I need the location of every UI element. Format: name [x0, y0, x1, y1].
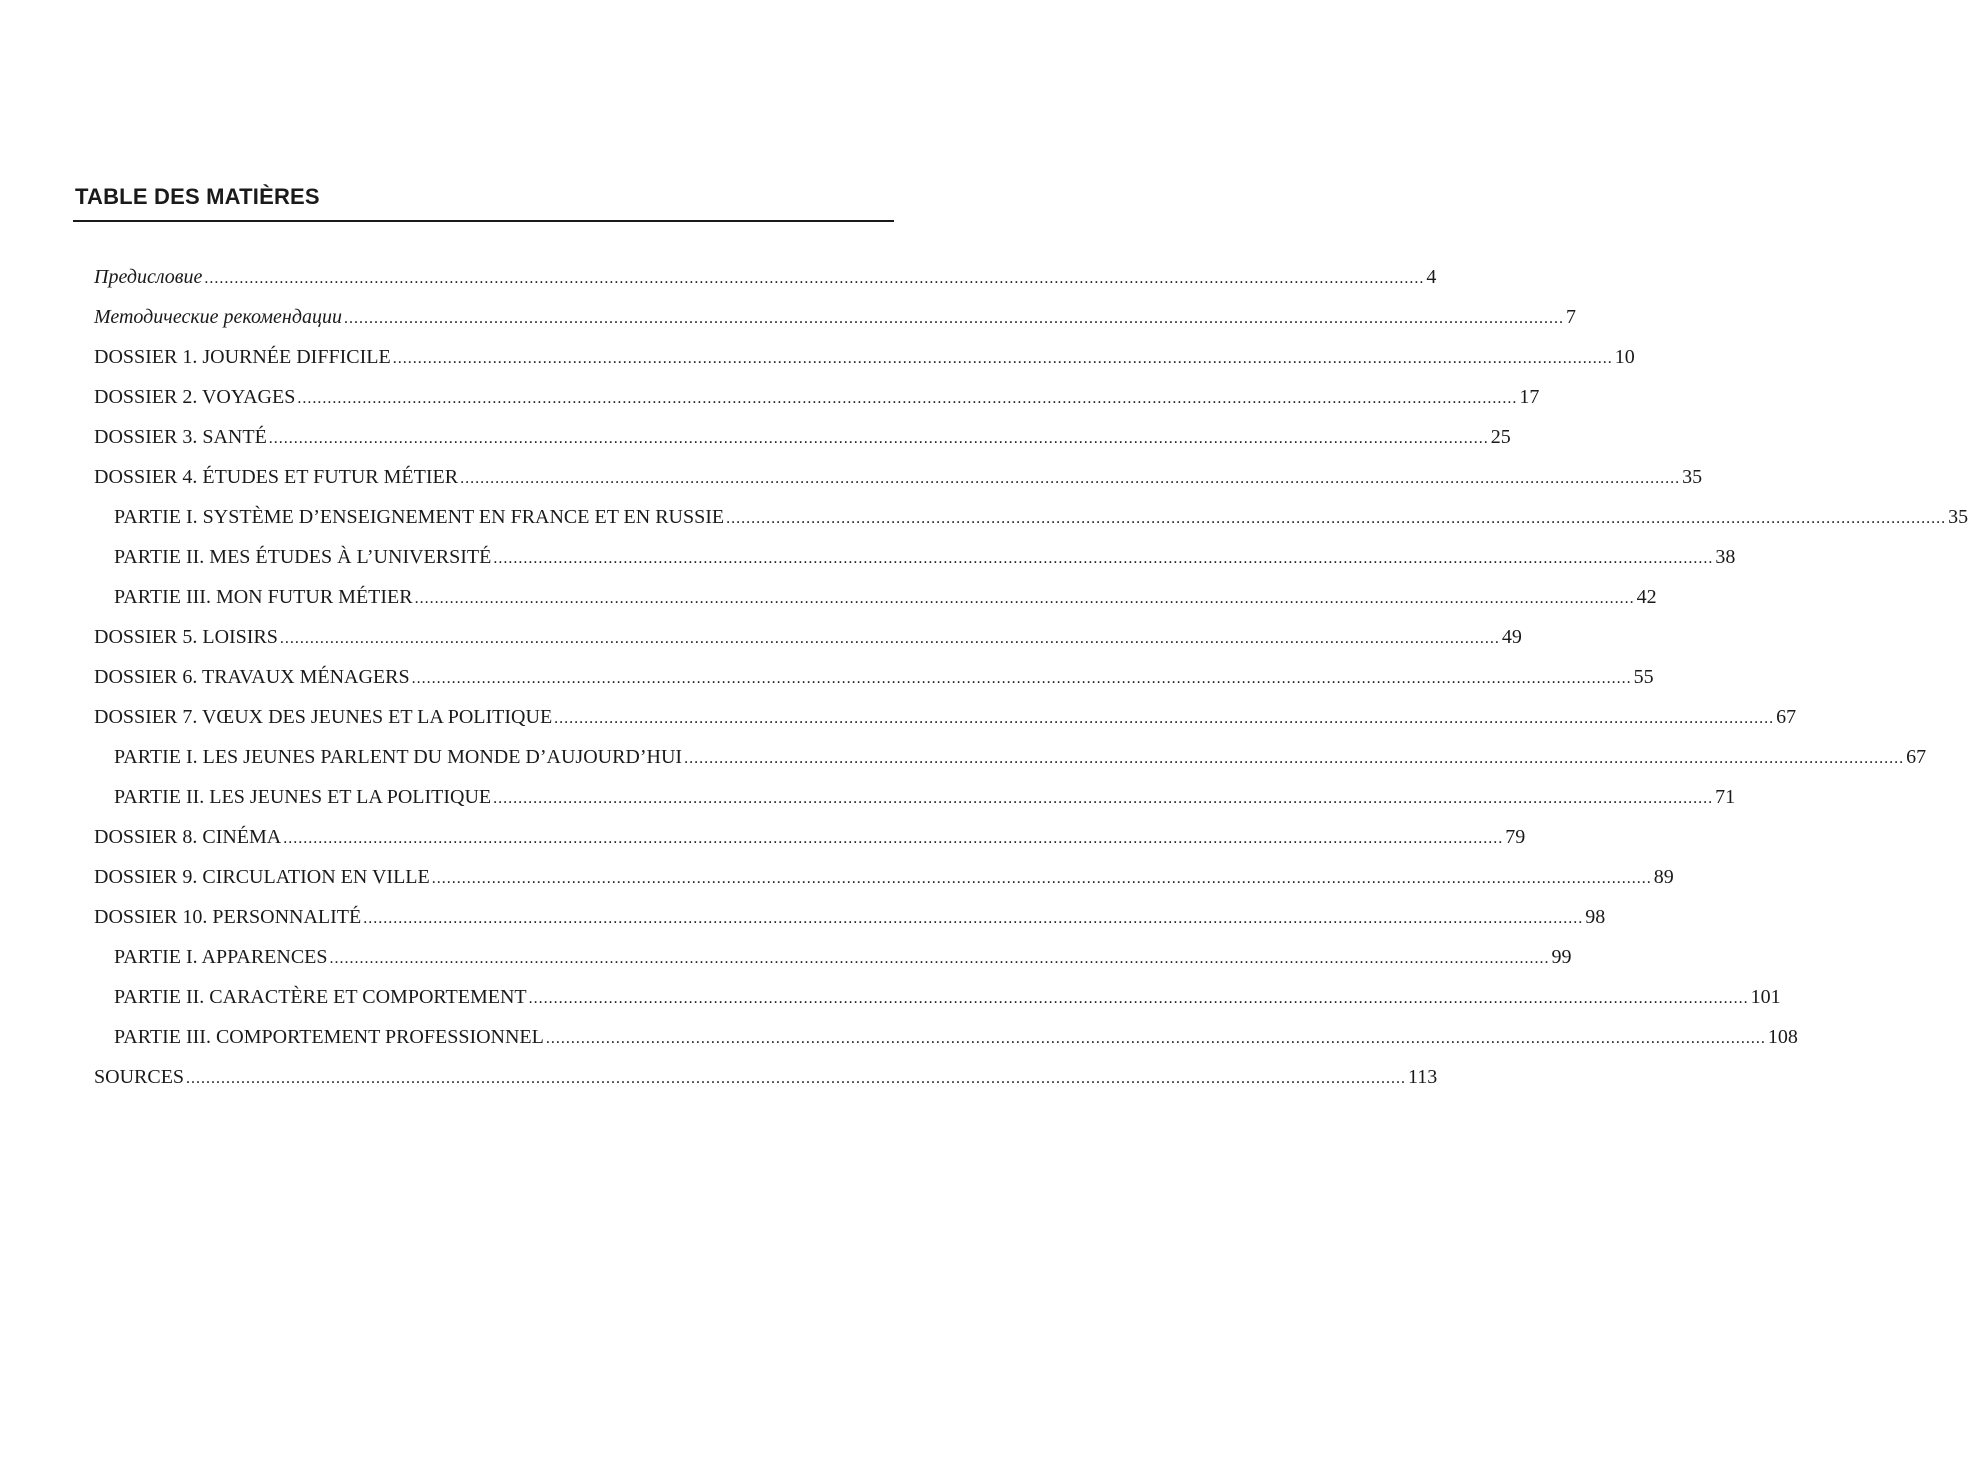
toc-entry-title: PARTIE I. SYSTÈME D’ENSEIGNEMENT EN FRANCE ET EN RUSSIE [114, 506, 725, 528]
toc-entry-page: 42 [1636, 586, 1657, 608]
toc-entry-page: 98 [1585, 906, 1606, 928]
toc-entry-title: PARTIE III. MON FUTUR MÉTIER [114, 586, 413, 608]
toc-entry-title: DOSSIER 9. CIRCULATION EN VILLE [94, 866, 430, 888]
toc-entry-page: 7 [1565, 306, 1576, 328]
toc-entry-page: 55 [1633, 666, 1654, 688]
page-title: TABLE DES MATIÈRES [75, 184, 320, 209]
toc-entry-page: 38 [1715, 546, 1736, 568]
toc-entry-title: PARTIE II. MES ÉTUDES À L’UNIVERSITÉ [114, 546, 492, 568]
toc-entry[interactable] [94, 266, 1437, 306]
toc-entry[interactable] [94, 506, 1968, 546]
toc-entry[interactable] [94, 346, 1635, 386]
toc-entry-page: 79 [1505, 826, 1526, 848]
toc-entry-page: 67 [1906, 746, 1927, 768]
toc-dot-leader: .................................................................................................................................................................................................................................................... [528, 990, 1749, 1007]
toc-entry[interactable] [94, 466, 1703, 506]
toc-entry-page: 71 [1715, 786, 1736, 808]
toc-entry-page: 101 [1750, 986, 1781, 1008]
toc-dot-leader: .................................................................................................................................................................................................................................................... [343, 310, 1564, 327]
toc-dot-leader: .................................................................................................................................................................................................................................................... [329, 950, 1550, 967]
toc-entry-title: PARTIE I. APPARENCES [114, 946, 328, 968]
toc-entry[interactable] [94, 746, 1927, 786]
toc-entry[interactable] [94, 546, 1736, 586]
toc-entry-title: DOSSIER 3. SANTÉ [94, 426, 267, 448]
toc-entry[interactable] [94, 426, 1511, 466]
toc-dot-leader: .................................................................................................................................................................................................................................................... [414, 590, 1635, 607]
toc-entry-page: 99 [1551, 946, 1572, 968]
toc-dot-leader: .................................................................................................................................................................................................................................................... [726, 510, 1947, 527]
toc-dot-leader: .................................................................................................................................................................................................................................................... [204, 270, 1425, 287]
toc-dot-leader: .................................................................................................................................................................................................................................................... [493, 550, 1714, 567]
table-of-contents [94, 266, 1968, 1106]
toc-entry[interactable] [94, 866, 1674, 906]
toc-dot-leader: .................................................................................................................................................................................................................................................... [283, 830, 1504, 847]
toc-entry-title: DOSSIER 2. VOYAGES [94, 386, 296, 408]
toc-entry[interactable] [94, 986, 1781, 1026]
toc-entry-title: PARTIE II. LES JEUNES ET LA POLITIQUE [114, 786, 492, 808]
toc-dot-leader: .................................................................................................................................................................................................................................................... [392, 350, 1613, 367]
toc-dot-leader: .................................................................................................................................................................................................................................................... [268, 430, 1489, 447]
toc-dot-leader: .................................................................................................................................................................................................................................................... [363, 910, 1584, 927]
toc-dot-leader: .................................................................................................................................................................................................................................................... [545, 1030, 1766, 1047]
toc-entry-page: 35 [1682, 466, 1703, 488]
toc-entry-title: SOURCES [94, 1066, 185, 1088]
toc-entry-page: 35 [1948, 506, 1968, 528]
toc-entry-page: 49 [1501, 626, 1522, 648]
toc-entry-page: 113 [1408, 1066, 1438, 1088]
toc-entry[interactable] [94, 706, 1797, 746]
toc-dot-leader: .................................................................................................................................................................................................................................................... [460, 470, 1681, 487]
toc-entry[interactable] [94, 586, 1657, 626]
toc-entry-title: PARTIE II. CARACTÈRE ET COMPORTEMENT [114, 986, 527, 1008]
toc-dot-leader: .................................................................................................................................................................................................................................................... [297, 390, 1518, 407]
toc-entry[interactable] [94, 1066, 1438, 1106]
toc-entry-title: DOSSIER 1. JOURNÉE DIFFICILE [94, 346, 391, 368]
toc-dot-leader: .................................................................................................................................................................................................................................................... [431, 870, 1652, 887]
toc-entry-title: DOSSIER 10. PERSONNALITÉ [94, 906, 362, 928]
toc-entry-page: 89 [1653, 866, 1674, 888]
toc-entry-page: 25 [1490, 426, 1511, 448]
toc-entry-page: 67 [1776, 706, 1797, 728]
toc-entry[interactable] [94, 306, 1576, 346]
toc-entry[interactable] [94, 826, 1526, 866]
toc-dot-leader: .................................................................................................................................................................................................................................................... [493, 790, 1714, 807]
toc-entry-title: DOSSIER 5. LOISIRS [94, 626, 278, 648]
toc-dot-leader: .................................................................................................................................................................................................................................................... [684, 750, 1905, 767]
toc-entry-page: 17 [1519, 386, 1540, 408]
toc-dot-leader: .................................................................................................................................................................................................................................................... [411, 670, 1632, 687]
toc-entry-title: Методические рекомендации [94, 306, 342, 328]
toc-entry[interactable] [94, 786, 1736, 826]
toc-entry-page: 4 [1426, 266, 1437, 288]
title-underline [73, 220, 894, 222]
toc-entry[interactable] [94, 626, 1522, 666]
toc-entry-title: PARTIE I. LES JEUNES PARLENT DU MONDE D’AUJOURD’HUI [114, 746, 683, 768]
toc-entry-title: DOSSIER 6. TRAVAUX MÉNAGERS [94, 666, 410, 688]
toc-entry[interactable] [94, 666, 1654, 706]
toc-dot-leader: .................................................................................................................................................................................................................................................... [186, 1070, 1407, 1087]
toc-entry-title: DOSSIER 8. CINÉMA [94, 826, 282, 848]
toc-entry-page: 10 [1614, 346, 1635, 368]
toc-entry[interactable] [94, 386, 1540, 426]
toc-dot-leader: .................................................................................................................................................................................................................................................... [279, 630, 1500, 647]
toc-entry-title: DOSSIER 4. ÉTUDES ET FUTUR MÉTIER [94, 466, 459, 488]
toc-entry-title: PARTIE III. COMPORTEMENT PROFESSIONNEL [114, 1026, 544, 1048]
toc-entry[interactable] [94, 1026, 1798, 1066]
toc-entry[interactable] [94, 946, 1572, 986]
toc-entry-page: 108 [1767, 1026, 1798, 1048]
toc-entry[interactable] [94, 906, 1606, 946]
toc-entry-title: Предисловие [94, 266, 203, 288]
toc-dot-leader: .................................................................................................................................................................................................................................................... [554, 710, 1775, 727]
toc-entry-title: DOSSIER 7. VŒUX DES JEUNES ET LA POLITIQUE [94, 706, 553, 728]
